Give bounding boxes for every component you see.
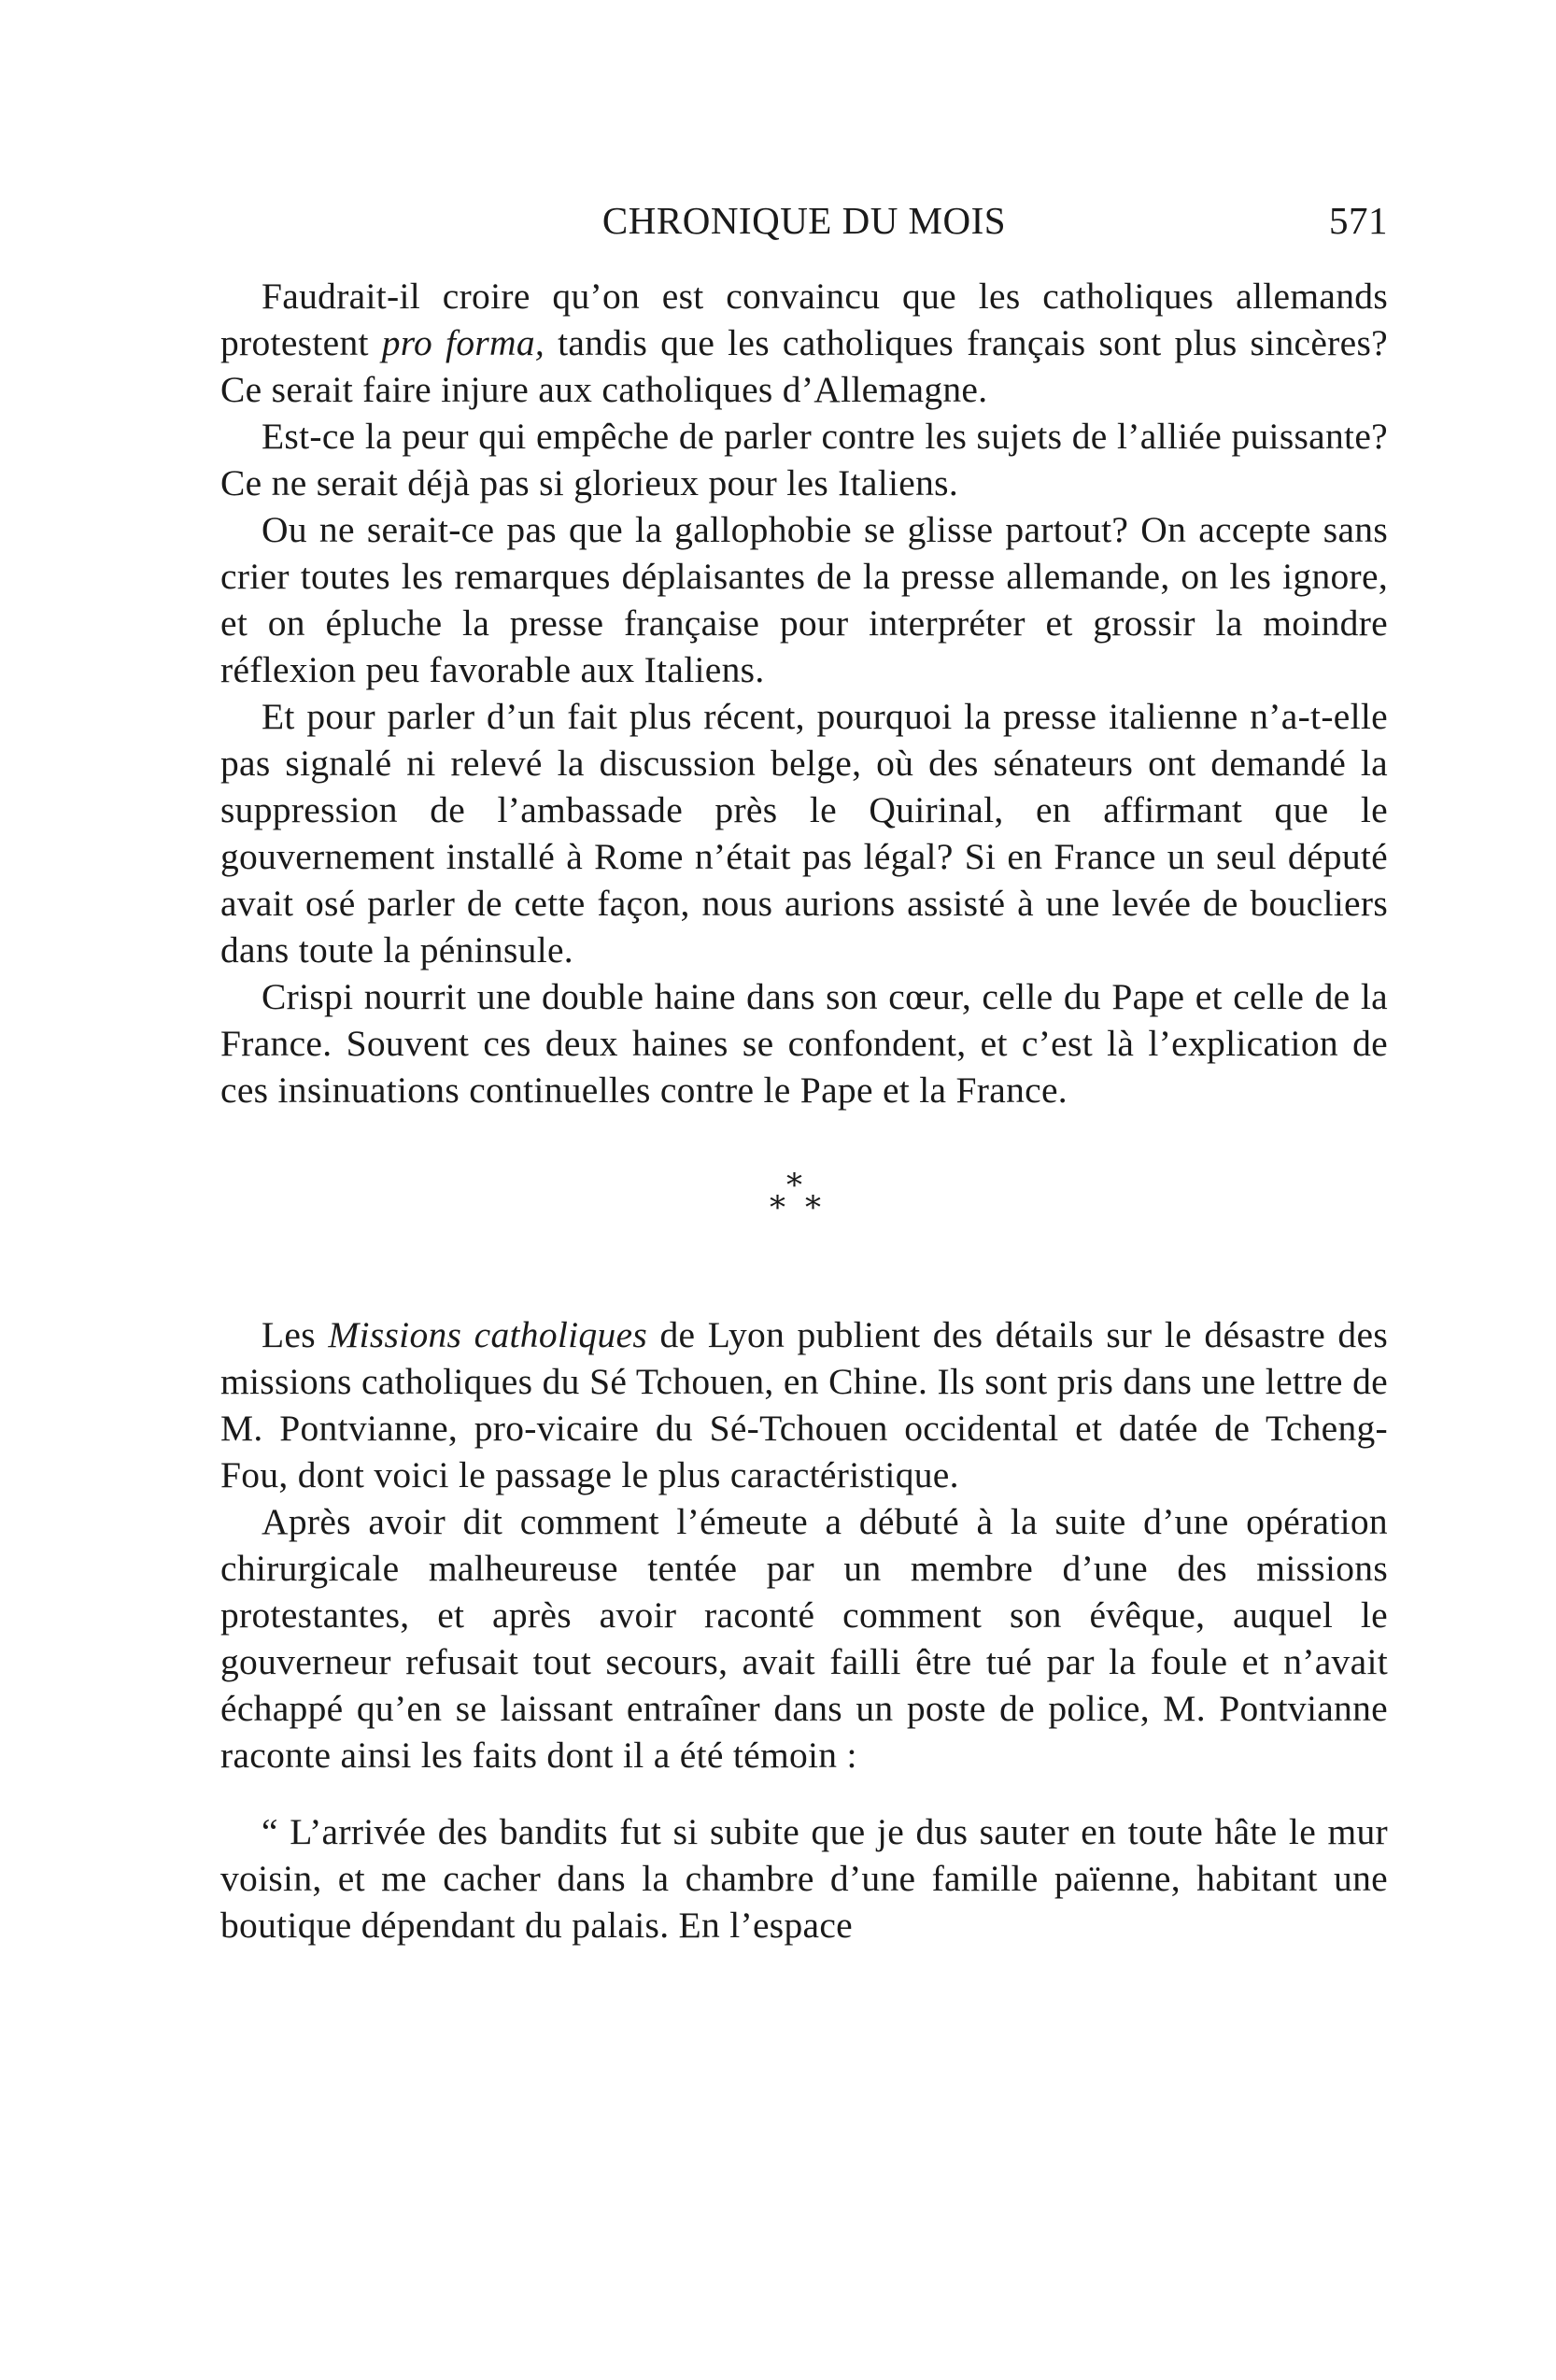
paragraph (220, 273, 1388, 413)
page-header (220, 198, 1388, 254)
section-break-asterism (220, 1169, 1388, 1300)
paragraph-text: Les (262, 1314, 316, 1355)
quoted-paragraph: “ L’arrivée des bandits fut si subite que je dus sauter en toute hâte le mur voisin, et me cacher dans la chambre d’une famille païenne, habitant une boutique dépendant du palais. En l’espace (220, 1811, 1388, 1946)
asterism-star: * (786, 1167, 803, 1204)
paragraph: Crispi nourrit une double haine dans son cœur, celle du Pape et celle de la France. Souvent ces deux haines se confondent, et c’est là l’explication de ces insinuations continuelles contre le Pape et la France. (220, 976, 1388, 1111)
running-title: CHRONIQUE DU MOIS (601, 199, 1007, 242)
italic-phrase: pro forma, (381, 322, 545, 363)
asterism-star: * (805, 1189, 822, 1226)
paragraph: Et pour parler d’un fait plus récent, pourquoi la presse italienne n’a-t-elle pas signalé ni relevé la discussion belge, où des sénateurs ont demandé la suppression de l’ambassade près le Quirinal, en affirmant que le gouvernement installé à Rome n’était pas légal? Si en France un seul député avait osé parler de cette façon, nous aurions assisté à une levée de boucliers dans toute la péninsule. (220, 696, 1388, 970)
paragraph: Ou ne serait-ce pas que la gallophobie se glisse partout? On accepte sans crier toutes les remarques déplaisantes de la presse allemande, on les ignore, et on épluche la presse française pour interpréter et grossir la moindre réflexion peu favorable aux Italiens. (220, 509, 1388, 690)
paragraph-text: de Lyon publient des détails sur le désastre des missions catholiques du Sé Tchouen, en Chine. Ils sont pris dans une lettre de M. Pontvianne, pro-vicaire du Sé-Tchouen occidental et datée de Tcheng-Fou, dont voici le passage le plus caractéristique. (220, 1314, 1388, 1495)
page-number: 571 (1329, 199, 1388, 242)
paragraph: Après avoir dit comment l’émeute a débuté à la suite d’une opération chirurgicale malheureuse tentée par un membre d’une des missions protestantes, et après avoir raconté comment son évêque, auquel le gouverneur refusait tout secours, avait failli être tué par la foule et n’avait échappé qu’en se laissant entraîner dans un poste de police, M. Pontvianne raconte ainsi les faits dont il a été témoin : (220, 1501, 1388, 1776)
paragraph-text: Faudrait-il croire qu’on est convaincu que les catholiques allemands protestent (220, 276, 1388, 363)
spacer (220, 1778, 1388, 1808)
paragraph-text: tandis que les catholiques français sont plus sincères? Ce serait faire injure aux catholiques d’Allemagne. (220, 322, 1388, 410)
body-text (220, 273, 1388, 1948)
italic-phrase: Missions catholiques (328, 1314, 648, 1355)
paragraph (220, 1311, 1388, 1498)
paragraph: Est-ce la peur qui empêche de parler contre les sujets de l’alliée puissante? Ce ne serait déjà pas si glorieux pour les Italiens. (220, 416, 1388, 503)
asterism-star: * (770, 1189, 786, 1226)
